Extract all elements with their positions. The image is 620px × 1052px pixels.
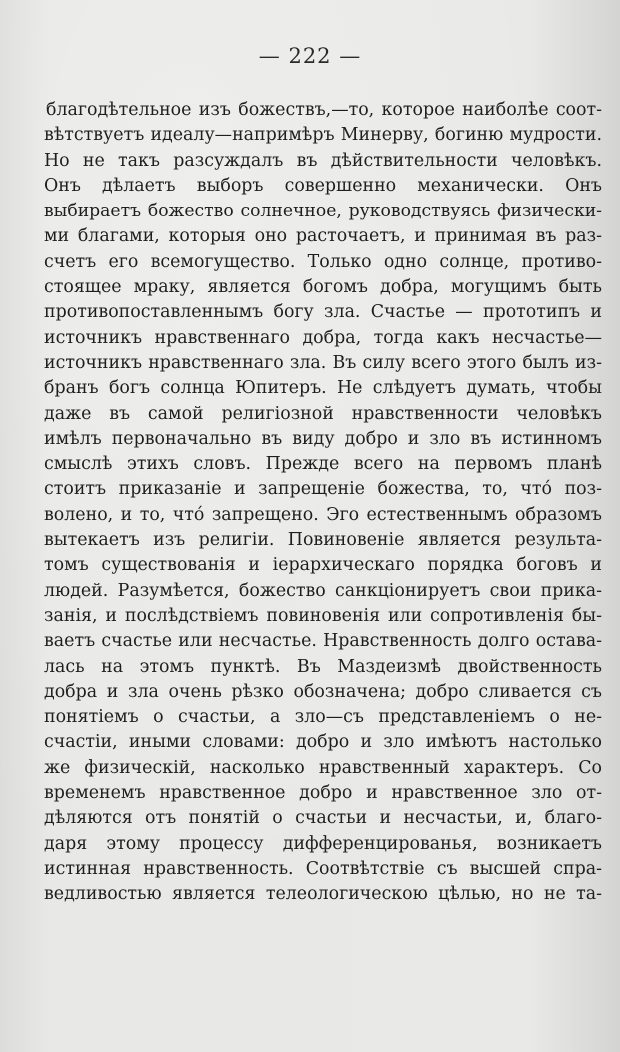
text-line: лась на этомъ пунктѣ. Въ Маздеизмѣ двойственность: [44, 656, 602, 677]
text-line: даже въ самой религіозной нравственности человѣкъ: [44, 403, 602, 424]
body-text: [44, 98, 602, 908]
text-line: ми благами, которыя оно расточаетъ, и принимая въ раз-: [44, 226, 602, 247]
page-number: — 222 —: [258, 44, 362, 68]
text-line: противопоставленнымъ богу зла. Счастье — прототипъ и: [44, 302, 602, 323]
text-line: стоящее мраку, является богомъ добра, могущимъ быть: [44, 277, 602, 298]
text-line: истинная нравственность. Соотвѣтствіе съ высшей спра-: [44, 858, 602, 879]
text-line: имѣлъ первоначально въ виду добро и зло въ истинномъ: [44, 428, 602, 449]
text-line: добра и зла очень рѣзко обозначена; добро сливается съ: [44, 681, 602, 702]
text-line: бранъ богъ солнца Юпитеръ. Не слѣдуетъ думать, чтобы: [44, 378, 602, 399]
text-line: томъ существованія и іерархическаго порядка боговъ и: [44, 555, 602, 576]
text-line: счетъ его всемогущество. Только одно солнце, противо-: [44, 251, 602, 272]
text-line: смыслѣ этихъ словъ. Прежде всего на первомъ планѣ: [44, 454, 602, 475]
text-line: источникъ нравственнаго зла. Въ силу всего этого былъ из-: [44, 352, 602, 373]
text-line: ваетъ счастье или несчастье. Нравственность долго остава-: [44, 631, 602, 652]
text-line: дѣляются отъ понятій о счастьи и несчастьи, и, благо-: [44, 808, 602, 829]
text-line: стоитъ приказаніе и запрещеніе божества, то, что́ поз-: [44, 479, 602, 500]
text-line: вытекаетъ изъ религіи. Повиновеніе является результа-: [44, 530, 602, 551]
text-line: людей. Разумѣется, божество санкціонируетъ свои прика-: [44, 580, 602, 601]
text-line: же физическій, насколько нравственный характеръ. Со: [44, 757, 602, 778]
text-line: временемъ нравственное добро и нравственное зло от-: [44, 783, 602, 804]
text-line: ведливостью является телеологическою цѣлью, но не та-: [44, 884, 602, 905]
text-line: выбираетъ божество солнечное, руководствуясь физически-: [44, 201, 602, 222]
text-line: Но не такъ разсуждалъ въ дѣйствительности человѣкъ.: [44, 150, 602, 171]
text-line: счастіи, иными словами: добро и зло имѣютъ настолько: [44, 732, 602, 753]
text-line: благодѣтельное изъ божествъ,—то, которое наиболѣе соот-: [46, 100, 602, 120]
text-line: вѣтствуетъ идеалу—напримѣръ Минерву, богиню мудрости.: [44, 125, 602, 146]
text-line: источникъ нравственнаго добра, тогда какъ несчастье—: [44, 327, 602, 348]
text-line: даря этому процессу дифференцированья, возникаетъ: [44, 833, 602, 854]
text-line: понятіемъ о счастьи, а зло—съ представленіемъ о не-: [44, 707, 602, 728]
text-line: занія, и послѣдствіемъ повиновенія или сопротивленія бы-: [44, 605, 602, 626]
text-line: Онъ дѣлаетъ выборъ совершенно механически. Онъ: [44, 175, 602, 196]
text-line: волено, и то, что́ запрещено. Эго естественнымъ образомъ: [44, 504, 602, 525]
